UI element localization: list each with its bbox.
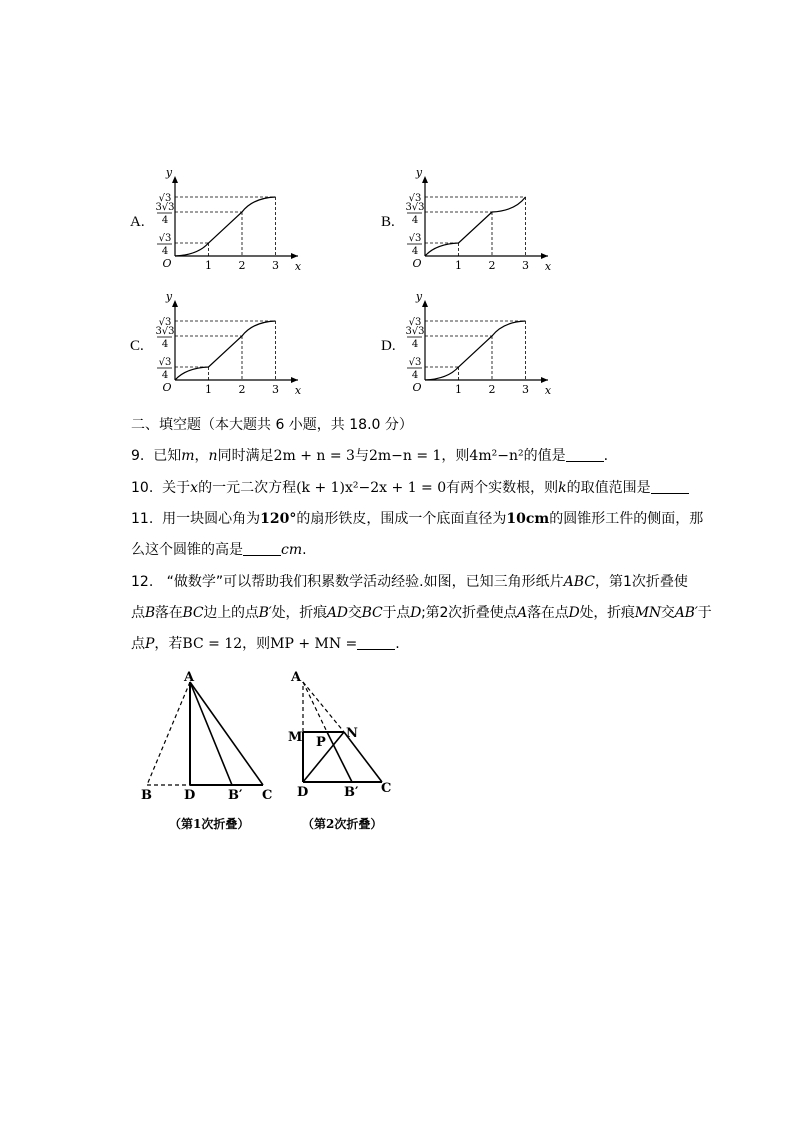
y-tick-3sqrt3-num: 3√3 [155, 202, 175, 213]
graph-b [398, 164, 558, 278]
x-tick-label: 3 [522, 259, 529, 272]
question-11-line2: 么这个圆锥的高是 cm. [131, 542, 307, 558]
y-tick-3sqrt3-den: 4 [411, 339, 419, 350]
x-axis-label: x [544, 260, 552, 273]
fold1-label-c: C [262, 788, 273, 803]
y-axis-label: y [415, 166, 423, 179]
x-axis-arrow [541, 253, 548, 259]
x-tick-label: 2 [488, 259, 496, 272]
question-12-line3: 点P，若BC = 12，则MP + MN = . [131, 636, 400, 652]
x-axis-label: x [544, 384, 552, 397]
fold2-caption: （第2次折叠） [302, 817, 383, 831]
question-11: 11. 用一块圆心角为120°的扇形铁皮，围成一个底面直径为10cm的圆锥形工件的侧面，那 [131, 511, 704, 527]
y-tick-sqrt3-4-den: 4 [411, 246, 419, 257]
fold2-an-dashed [303, 682, 344, 732]
answer-blank-11[interactable] [243, 541, 281, 556]
x-axis-arrow [291, 377, 298, 383]
y-axis-arrow [422, 300, 428, 307]
y-tick-sqrt3: √3 [158, 317, 172, 328]
fold2-label-c: C [381, 781, 392, 796]
graph-a [148, 164, 308, 278]
y-tick-3sqrt3-den: 4 [411, 215, 419, 226]
y-tick-3sqrt3-num: 3√3 [155, 326, 175, 337]
origin-label: O [162, 257, 172, 270]
x-axis-arrow [291, 253, 298, 259]
y-axis-label: y [165, 290, 173, 303]
y-tick-3sqrt3-num: 3√3 [405, 202, 425, 213]
y-tick-sqrt3-4-num: √3 [158, 357, 172, 368]
option-a-label: A. [130, 214, 145, 230]
fold1-caption: （第1次折叠） [169, 817, 250, 831]
answer-blank-9[interactable] [566, 447, 604, 462]
y-tick-sqrt3: √3 [158, 193, 172, 204]
fold2-label-p: P [316, 735, 326, 750]
y-tick-sqrt3-4-den: 4 [161, 370, 169, 381]
fold1-label-d: D [184, 788, 196, 803]
y-tick-3sqrt3-den: 4 [161, 215, 169, 226]
y-axis-label: y [165, 166, 173, 179]
x-axis-label: x [294, 260, 302, 273]
fold1-label-a: A [184, 670, 195, 685]
origin-label: O [412, 257, 422, 270]
function-curve [175, 197, 276, 256]
x-tick-label: 1 [455, 383, 462, 396]
y-tick-sqrt3: √3 [408, 193, 422, 204]
graph-d [398, 288, 558, 402]
y-tick-sqrt3-4-num: √3 [408, 233, 422, 244]
question-12: 12. “做数学”可以帮助我们积累数学活动经验.如图，已知三角形纸片ABC，第1次折叠使 [131, 574, 688, 590]
option-c-label: C. [130, 338, 144, 354]
figure-fold-2 [282, 668, 402, 838]
option-d-label: D. [381, 338, 396, 354]
x-tick-label: 3 [272, 383, 279, 396]
x-tick-label: 2 [238, 259, 246, 272]
question-12-line2: 点B落在BC边上的点B′处，折痕AD交BC于点D;第2次折叠使点A落在点D处，折痕MN交AB′于 [131, 605, 712, 621]
graph-c [148, 288, 308, 402]
y-tick-3sqrt3-den: 4 [161, 339, 169, 350]
answer-blank-12[interactable] [357, 635, 395, 650]
fold1-label-bp: B′ [228, 788, 243, 803]
function-curve [425, 321, 526, 380]
y-axis-label: y [415, 290, 423, 303]
fold2-label-bp: B′ [344, 785, 359, 800]
function-curve [175, 321, 276, 380]
y-tick-sqrt3-4-num: √3 [408, 357, 422, 368]
option-b-label: B. [381, 214, 395, 230]
fold1-label-b: B [141, 788, 152, 803]
fold2-label-m: M [288, 730, 303, 745]
fold1-ab-dashed [147, 682, 190, 785]
x-tick-label: 2 [238, 383, 246, 396]
fold2-label-a: A [291, 670, 302, 685]
figure-fold-1 [135, 668, 275, 838]
x-tick-label: 1 [205, 259, 212, 272]
question-9: 9. 已知m，n同时满足2m + n = 3与2m−n = 1，则4m²−n²的值是 . [131, 448, 609, 464]
x-tick-label: 3 [272, 259, 279, 272]
y-tick-sqrt3: √3 [408, 317, 422, 328]
fold2-label-n: N [346, 726, 358, 741]
y-axis-arrow [172, 300, 178, 307]
x-tick-label: 3 [522, 383, 529, 396]
x-axis-arrow [541, 377, 548, 383]
question-10: 10. 关于x的一元二次方程(k + 1)x²−2x + 1 = 0有两个实数根，则k的取值范围是 [131, 478, 689, 498]
origin-label: O [162, 381, 172, 394]
fold2-ap-dashed [303, 682, 327, 732]
x-tick-label: 2 [488, 383, 496, 396]
origin-label: O [412, 381, 422, 394]
answer-blank-10[interactable] [651, 479, 689, 494]
x-tick-label: 1 [455, 259, 462, 272]
x-axis-label: x [294, 384, 302, 397]
y-axis-arrow [422, 176, 428, 183]
y-axis-arrow [172, 176, 178, 183]
y-tick-sqrt3-4-num: √3 [158, 233, 172, 244]
section-title: 二、填空题（本大题共 6 小题，共 18.0 分） [131, 417, 413, 433]
function-curve [425, 197, 526, 256]
fold2-label-d: D [297, 785, 309, 800]
y-tick-3sqrt3-num: 3√3 [405, 326, 425, 337]
x-tick-label: 1 [205, 383, 212, 396]
y-tick-sqrt3-4-den: 4 [161, 246, 169, 257]
y-tick-sqrt3-4-den: 4 [411, 370, 419, 381]
